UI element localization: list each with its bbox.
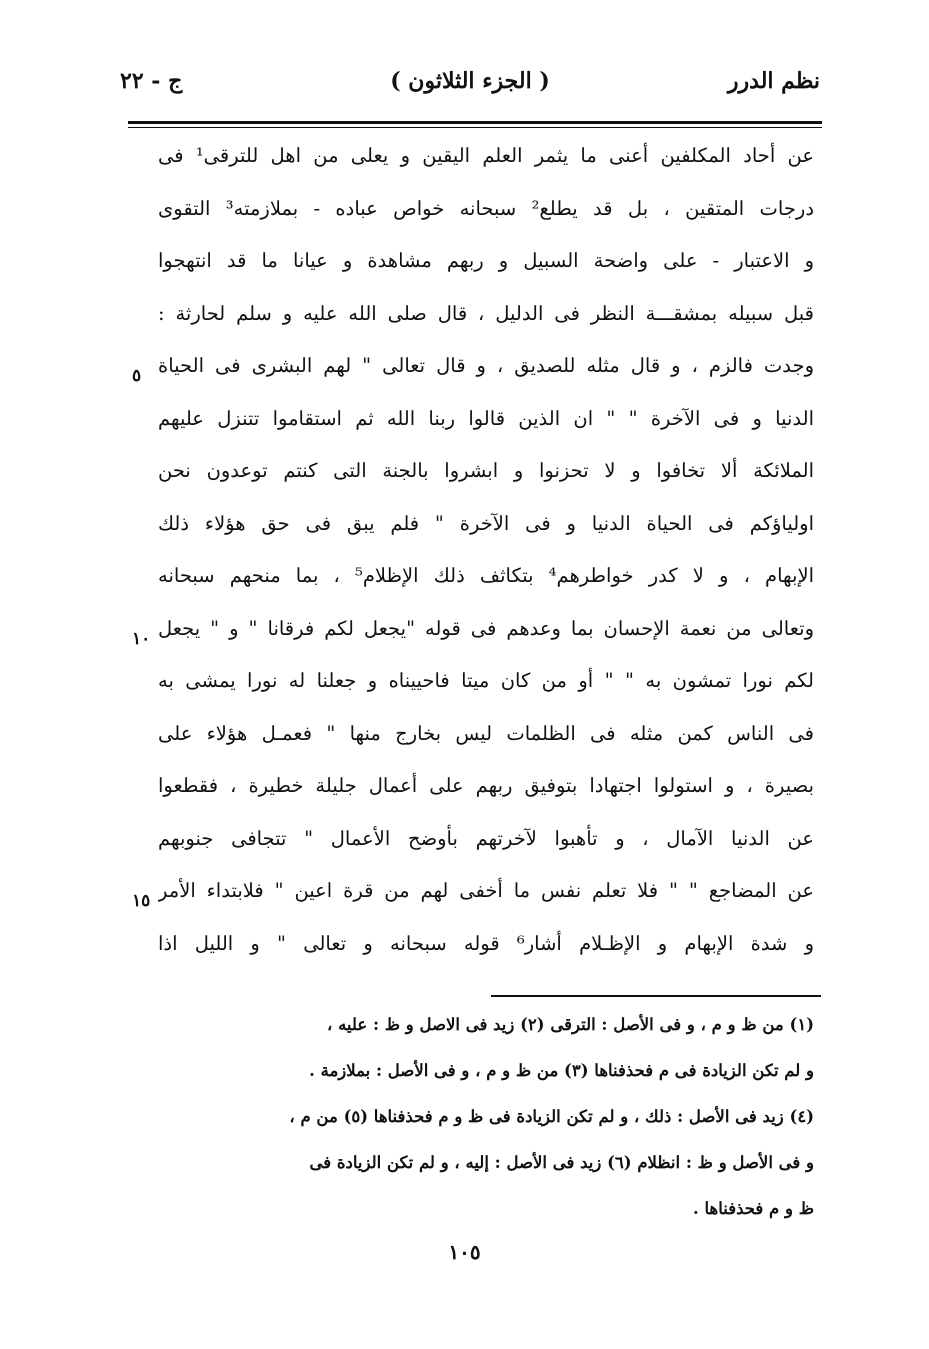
line-number-10: ١٠ [132,629,151,649]
text-line: لكم نورا تمشون به " " أو من كان ميتا فاحييناه و جعلنا له نورا يمشى به [158,669,814,692]
footnote-line: (٤) زيد فى الأصل : ذلك ، و لم تكن الزيادة فى ظ و م فحذفناها (٥) من م ، [289,1107,814,1126]
line-number-5: ٥ [132,366,142,386]
text-line: و الاعتبار - على واضحة السبيل و ربهم مشاهدة و عيانا ما قد انتهجوا [158,249,814,272]
part-title: ( الجزء الثلاثون ) [390,68,550,94]
footnotes [158,1002,814,1232]
main-text [158,130,814,970]
juz-number: ج - ٢٢ [120,68,183,94]
running-header [120,68,820,108]
text-line: بصيرة ، و استولوا اجتهادا بتوفيق ربهم على أعمال جليلة خطيرة ، فقطعوا [158,774,814,797]
text-line: فى الناس كمن مثله فى الظلمات ليس بخارج منها " فعمـل هؤلاء على [158,721,814,745]
text-line: وجدت فالزم ، و قال مثله للصديق ، و قال تعالى " لهم البشرى فى الحياة [158,354,814,377]
text-line: عن أحاد المكلفين أعنى ما يثمر العلم اليقين و يعلى من اهل للترقى¹ فى [158,144,814,167]
text-line: عن المضاجع " " فلا تعلم نفس ما أخفى لهم من قرة اعين " فلابتداء الأمر [158,879,814,902]
text-line: وتعالى من نعمة الإحسان بما وعدهم فى قوله "يجعل لكم فرقانا " و " يجعل [158,616,814,640]
text-line: قبل سبيله بمشقـــة النظر فى الدليل ، قال صلى الله عليه و سلم لحارثة : [158,301,814,325]
footnote-line: ظ و م فحذفناها . [693,1199,814,1218]
text-line: عن الدنيا الآمال ، و تأهبوا لآخرتهم بأوضح الأعمال " تتجافى جنوبهم [158,826,814,850]
book-title: نظم الدرر [727,68,820,94]
header-rule-thin [128,127,822,128]
text-line: الإبهام ، و لا كدر خواطرهم⁴ بتكاثف ذلك الإظلام⁵ ، بما منحهم سبحانه [158,564,814,587]
text-line: اولياؤكم فى الحياة الدنيا و فى الآخرة " فلم يبق فى حق هؤلاء ذلك [158,511,814,535]
header-rule-thick [128,121,822,124]
text-line: الدنيا و فى الآخرة " " ان الذين قالوا ربنا الله ثم استقاموا تتنزل عليهم [158,406,814,430]
footnote-rule [491,995,821,997]
line-number-15: ١٥ [132,891,151,911]
footnote-line: (١) من ظ و م ، و فى الأصل : الترقى (٢) زيد فى الاصل و ظ : عليه ، [327,1015,814,1034]
footnote-line: و فى الأصل و ظ : انظلام (٦) زيد فى الأصل : إليه ، و لم تكن الزيادة فى [309,1153,814,1172]
text-line: و شدة الإبهام و الإظـلام أشار⁶ قوله سبحانه و تعالى " و الليل اذا [158,931,814,955]
text-line: الملائكة ألا تخافوا و لا تحزنوا و ابشروا بالجنة التى كنتم توعدون نحن [158,459,814,482]
page-number: ١٠٥ [448,1240,481,1264]
text-line: درجات المتقين ، بل قد يطلع² سبحانه خواص عباده - بملازمته³ التقوى [158,196,814,220]
footnote-line: و لم تكن الزيادة فى م فحذفناها (٣) من ظ و م ، و فى الأصل : بملازمة . [309,1061,814,1080]
